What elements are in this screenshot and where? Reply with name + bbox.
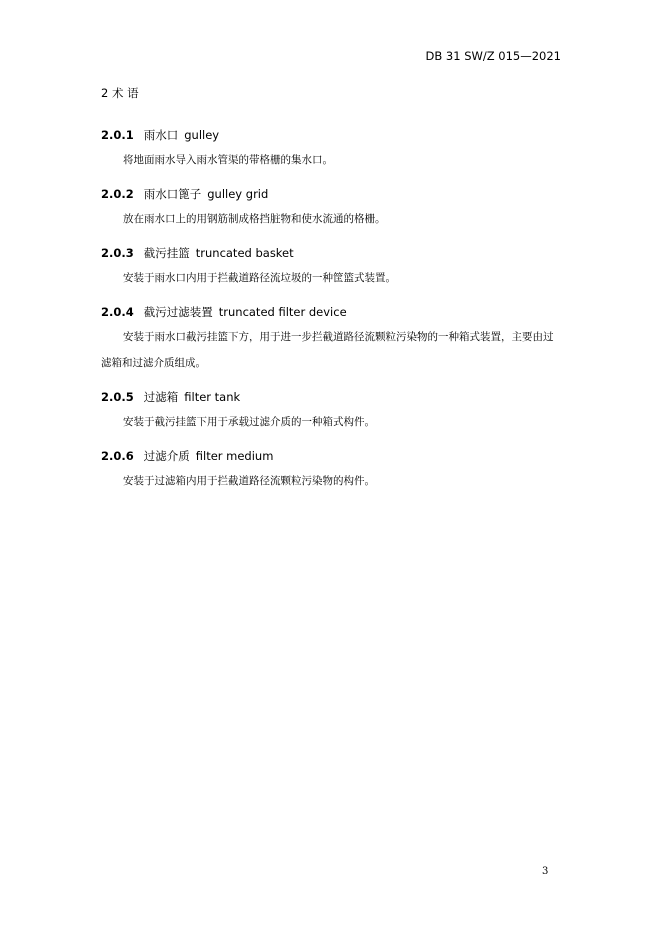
- term-name-cn: 截污过滤装置: [143, 305, 213, 319]
- term-name-cn: 雨水口: [143, 128, 179, 142]
- term-entry-2-0-4: [101, 300, 561, 376]
- term-name-en: gulley: [184, 128, 220, 142]
- page-number: 3: [542, 866, 549, 877]
- term-name-en: filter medium: [195, 449, 274, 463]
- term-definition: 放在雨水口上的用钢筋制成格挡脏物和使水流通的格栅。: [123, 213, 386, 225]
- term-name-cn: 过滤介质: [143, 449, 190, 463]
- section-title: 2 术 语: [101, 86, 139, 100]
- term-definition: 安装于过滤箱内用于拦截道路径流颗粒污染物的构件。: [123, 475, 375, 487]
- term-entry-2-0-1: [101, 123, 561, 173]
- term-name-cn: 雨水口篦子: [143, 187, 202, 201]
- term-number: 2.0.1: [101, 128, 134, 142]
- term-heading: [101, 300, 561, 324]
- standard-code: DB 31 SW/Z 015—2021: [425, 49, 561, 63]
- term-name-en: filter tank: [184, 390, 241, 404]
- term-name-en: gulley grid: [207, 187, 269, 201]
- term-name-en: truncated basket: [195, 246, 294, 260]
- term-name-cn: 截污挂篮: [143, 246, 190, 260]
- term-entry-2-0-5: [101, 385, 561, 435]
- term-heading: [101, 385, 561, 409]
- term-definition: 安装于截污挂篮下用于承载过滤介质的一种箱式构件。: [123, 416, 375, 428]
- term-name-cn: 过滤箱: [143, 390, 179, 404]
- term-name-en: truncated filter device: [218, 305, 347, 319]
- term-number: 2.0.4: [101, 305, 134, 319]
- term-definition: 安装于雨水口内用于拦截道路径流垃圾的一种筐篮式装置。: [123, 272, 396, 284]
- term-number: 2.0.6: [101, 449, 134, 463]
- terms-list: [101, 123, 561, 503]
- term-number: 2.0.5: [101, 390, 134, 404]
- term-entry-2-0-6: [101, 444, 561, 494]
- term-heading: [101, 123, 561, 147]
- term-number: 2.0.3: [101, 246, 134, 260]
- term-number: 2.0.2: [101, 187, 134, 201]
- term-definition: 将地面雨水导入雨水管渠的带格栅的集水口。: [123, 154, 333, 166]
- term-heading: [101, 444, 561, 468]
- term-definition: 安装于雨水口截污挂篮下方，用于进一步拦截道路径流颗粒污染物的一种箱式装置，主要由过滤箱和过滤介质组成。: [101, 331, 554, 369]
- term-entry-2-0-2: [101, 182, 561, 232]
- term-heading: [101, 241, 561, 265]
- term-heading: [101, 182, 561, 206]
- term-entry-2-0-3: [101, 241, 561, 291]
